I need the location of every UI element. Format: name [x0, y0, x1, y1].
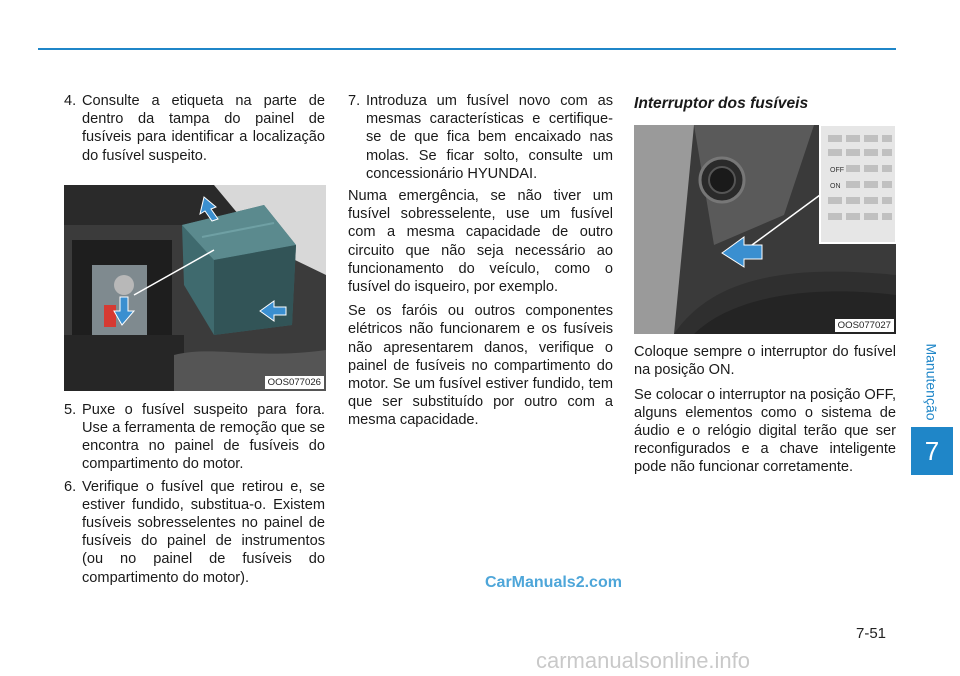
engine-fuse-box-figure: [64, 185, 326, 391]
emergency-paragraph: Numa emergência, se não tiver um fusível sobresselente, use um fusível com a mesma capacidade de outro circuito que não seja necessário ao funcionamento do veículo, como o fusível do isqueiro, por exemplo.: [348, 188, 613, 296]
watermark-footer: carmanualsonline.info: [536, 648, 751, 673]
step-text: Introduza um fusível novo com as mesmas características e certifique-se de que fica bem encaixado nas molas. Se ficar solto, consulte um concessionário HYUNDAI.: [366, 93, 613, 182]
components-paragraph: Se os faróis ou outros componentes elétricos não funcionarem e os fusíveis não apresentarem danos, verifique o painel de fusíveis no compartimento do motor. Se um fusível estiver fundido, tem que ser substituído por outro com a mesma capacidade.: [348, 303, 613, 429]
engine-bay-illustration: [64, 185, 326, 391]
switch-off-label: OFF: [830, 167, 844, 175]
step-number: 5.: [64, 401, 77, 418]
column-1: [64, 92, 325, 591]
section-title: Interruptor dos fusíveis: [634, 95, 809, 112]
header-rule: [38, 48, 896, 50]
switch-on-label: ON: [830, 183, 841, 191]
step-text: Consulte a etiqueta na parte de dentro da tampa do painel de fusíveis para identificar a localização do fusível suspeito.: [82, 93, 325, 164]
fuse-switch-figure: [634, 125, 896, 334]
step-4: [64, 92, 325, 165]
step-number: 7.: [348, 93, 361, 109]
watermark-link[interactable]: CarManuals2.com: [485, 574, 622, 591]
figure-caption: OOS077026: [265, 376, 324, 389]
figure-caption: OOS077027: [835, 319, 894, 332]
step-number: 6.: [64, 478, 77, 495]
step-7: [348, 92, 613, 183]
section-name: Manutenção: [924, 343, 940, 421]
page-number: 7-51: [856, 625, 887, 642]
switch-on-paragraph: Coloque sempre o interruptor do fusível na posição ON.: [634, 344, 896, 379]
dashboard-illustration: [634, 125, 896, 334]
step-5: [64, 401, 325, 474]
step-number: 4.: [64, 93, 77, 109]
step-6: [64, 478, 325, 587]
step-text: Puxe o fusível suspeito para fora. Use a ferramenta de remoção que se encontra no painel de fusíveis do compartimento do motor.: [82, 401, 325, 473]
column-3: [634, 92, 896, 483]
switch-off-paragraph: Se colocar o interruptor na posição OFF, alguns elementos como o sistema de áudio e o relógio digital terão que ser reconfigurados e a chave inteligente pode não funcionar corretamente.: [634, 386, 897, 476]
step-text: Verifique o fusível que retirou e, se estiver fundido, substitua-o. Existem fusíveis sobresselentes no painel de fusíveis do painel de instrumentos (ou no painel de fusíveis do compartimento do motor).: [82, 478, 325, 586]
section-tab-label: [911, 337, 953, 427]
chapter-number-badge: 7: [911, 427, 953, 475]
column-2: [348, 92, 613, 436]
